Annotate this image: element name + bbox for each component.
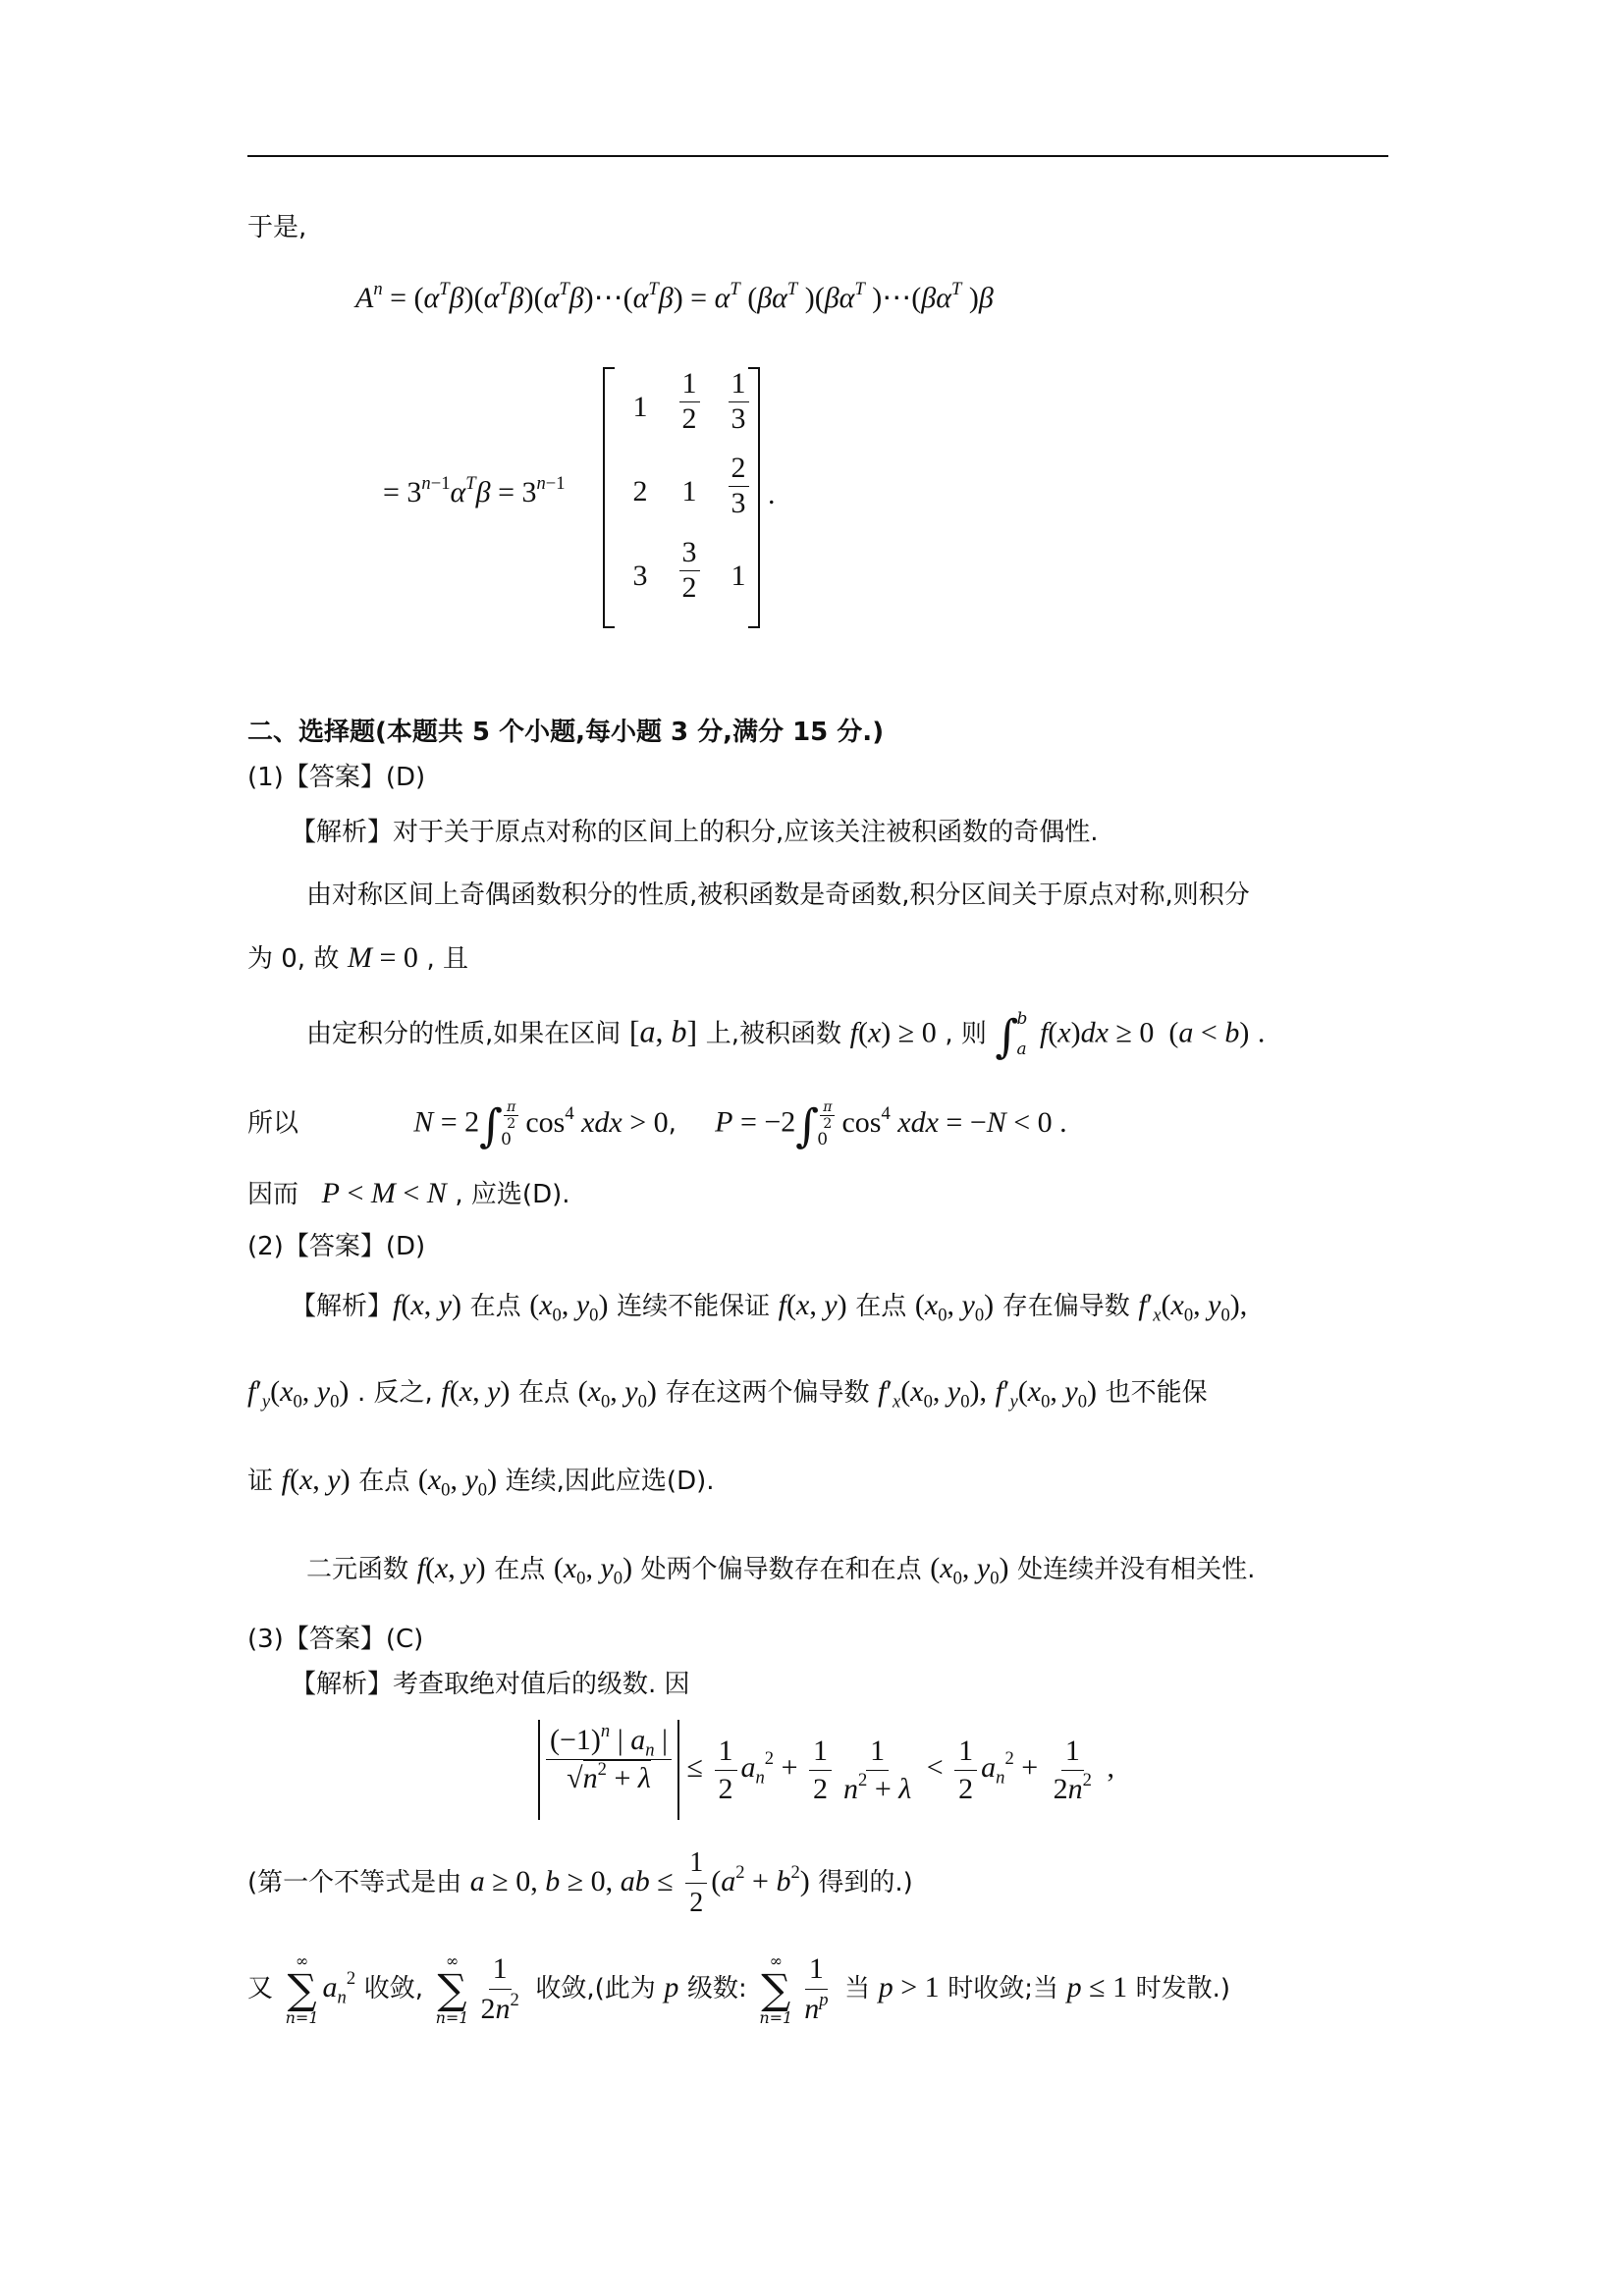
- q2-line4: 二元函数 f(x, y) 在点 ($x_0$, $y_0$) 处两个偏导数存在和在点 ($x_0$, $y_0$) 处连续并没有相关性.: [306, 1552, 1256, 1589]
- matrix-cell: $\frac{1}{2}$: [660, 367, 719, 436]
- result-matrix: [603, 367, 760, 628]
- equation-a-power-n: $A^n$ = $(\alpha^T\beta)(\alpha^T\beta)(\alpha^T\beta)\cdots(\alpha^T\beta) = \alpha^T$ ($\beta\alpha^T$ )($\beta\alpha^T$ )$\cdots(\beta\alpha^T$ )β: [355, 278, 994, 314]
- q3-analysis-1: 【解析】考查取绝对值后的级数. 因: [291, 1670, 690, 1699]
- matrix-cell: 3: [632, 560, 648, 592]
- q2-line2: $f'_y(x_0$, $y_0$) . 反之, f(x, y) 在点 ($x_0$, $y_0$) 存在这两个偏导数 $f'_x(x_0$, $y_0$), $f'_y(x_0$, $y_0$) 也不能保: [247, 1375, 1208, 1413]
- intro-text: 于是,: [247, 213, 307, 242]
- q1-analysis-3: 由定积分的性质,如果在区间 [a, b] 上,被积函数 f(x) ≥ 0 , 则 ∫ b a f(x)dx ≥ 0 (a < b) .: [306, 1009, 1266, 1063]
- q1-analysis-2b: 为 0, 故 M = 0 , 且: [247, 941, 468, 974]
- q3-inequality: $\frac{(-1)^n | a_n |}{√n^2 + \lambda}$ ≤ $\frac{1}{2}$ $a_n^2$ + $\frac{1}{2}$ $\frac{1}{n^2 + \lambda}$ < $\frac{1}{2}$ $a_n^2$ + $\frac{1}{2n^2}$ ,: [538, 1720, 1114, 1820]
- q3-note: (第一个不等式是由 a ≥ 0, b ≥ 0, ab ≤ $\frac{1}{2}$ $(a^2 + b^2)$ 得到的.): [247, 1847, 913, 1918]
- matrix-cell: 1: [632, 391, 648, 423]
- header-rule: [247, 155, 1388, 157]
- q1-conclusion: 因而 P < M < N , 应选(D).: [247, 1177, 570, 1209]
- matrix-cell: 1: [681, 475, 697, 507]
- q2-line1: 【解析】f(x, y) 在点 ($x_0$, $y_0$) 连续不能保证 f(x, y) 在点 ($x_0$, $y_0$) 存在偏导数 $f'_x(x_0$, $y_0$),: [291, 1289, 1248, 1326]
- matrix-cell: 2: [632, 475, 648, 507]
- q1-answer-label: (1)【答案】(D): [247, 763, 426, 792]
- q1-analysis-2a: 由对称区间上奇偶函数积分的性质,被积函数是奇函数,积分区间关于原点对称,则积分: [306, 881, 1250, 910]
- matrix-period: .: [768, 478, 776, 510]
- q1-analysis-1: 【解析】对于关于原点对称的区间上的积分,应该关注被积函数的奇偶性.: [291, 818, 1099, 847]
- section-title: 二、选择题(本题共 5 个小题,每小题 3 分,满分 15 分.): [247, 718, 885, 747]
- q3-answer-label: (3)【答案】(C): [247, 1625, 424, 1654]
- q2-answer-label: (2)【答案】(D): [247, 1232, 426, 1261]
- matrix-cell: 1: [731, 560, 746, 592]
- integral-sign: ∫: [479, 1098, 504, 1152]
- q3-last-line: 又 ∞ ∑ n=1 $a_n^2$ 收敛, ∞ ∑ n=1 $\frac{1}{2n^2}$ 收敛,(此为 p 级数: ∞ ∑ n=1 $\frac{1}{n^p}$ 当 p > 1 时收敛;当 p ≤ 1 时发散.): [247, 1950, 1231, 2027]
- matrix-cell: $\frac{2}{3}$: [709, 452, 768, 520]
- q2-line3: 证 f(x, y) 在点 ($x_0$, $y_0$) 连续,因此应选(D).: [247, 1464, 715, 1501]
- q1-so-line: 所以 N = 2∫ $\frac{\pi}{2}$ 0 $\cos^4$ xdx > 0, P = −2∫ $\frac{\pi}{2}$ 0 $\cos^4$ xdx = −N < 0 .: [247, 1098, 1067, 1152]
- equation-result-prefix: = $3^{n-1}\alpha^T\beta = 3^{n-1}$: [383, 472, 566, 508]
- matrix-cell: $\frac{1}{3}$: [709, 367, 768, 436]
- integral-sign: ∫: [795, 1098, 820, 1152]
- integral-sign: ∫: [995, 1009, 1019, 1063]
- matrix-cell: $\frac{3}{2}$: [660, 536, 719, 605]
